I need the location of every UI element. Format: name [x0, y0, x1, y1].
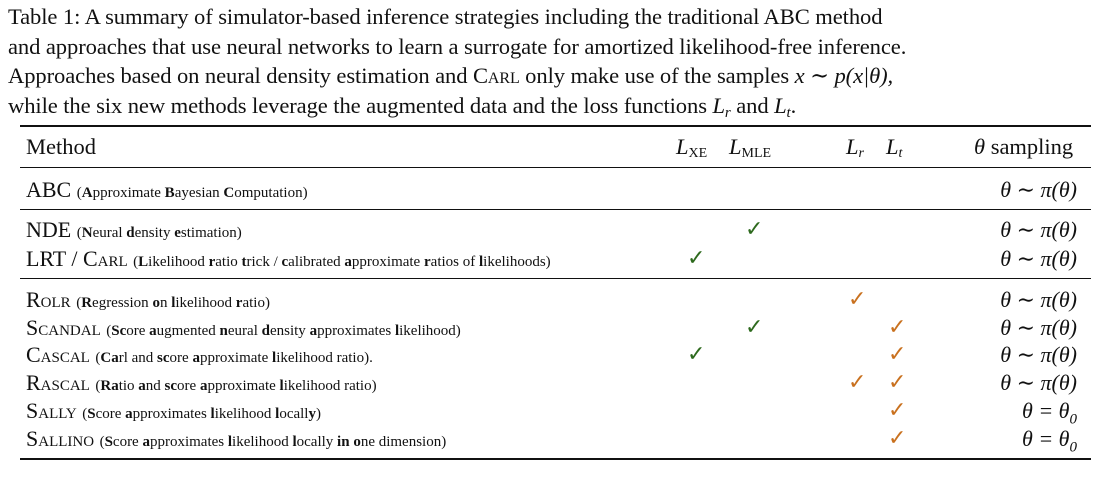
check-lt-icon: ✓ [888, 369, 907, 394]
method-name: Sally (Score approximates likelihood locally) [26, 398, 321, 423]
theta-sampling: $\theta = \theta_0$ [1022, 398, 1077, 428]
header-method: Method [26, 134, 96, 159]
caption-line-4: while the six new methods leverage the augmented data and the loss functions $L_r$ and $L_t$. [8, 92, 797, 121]
table-row-lrt-carl [20, 246, 1091, 274]
header-rule [20, 167, 1091, 168]
header-lmle: $L_{MLE}$ [729, 134, 772, 161]
caption-line-2: and approaches that use neural networks to learn a surrogate for amortized likelihood-free inference. [8, 33, 907, 59]
method-description: (Score approximates likelihood locally in one dimension) [99, 434, 447, 450]
check-lmle-icon: ✓ [745, 314, 764, 339]
check-lmle-icon: ✓ [745, 216, 764, 241]
theta-sampling: θ ∼ π(θ) [1000, 287, 1077, 312]
table-row-abc [20, 177, 1091, 205]
method-description: (Score augmented neural density approximates likelihood) [106, 323, 461, 339]
check-lr-icon: ✓ [848, 369, 867, 394]
method-description: (Likelihood ratio trick / calibrated approximate ratios of likelihoods) [133, 254, 551, 270]
table-top-rule [20, 125, 1091, 127]
table-row-nde [20, 217, 1091, 245]
check-lt-icon: ✓ [888, 341, 907, 366]
table-row-cascal [20, 342, 1091, 370]
theta-sampling: θ ∼ π(θ) [1000, 246, 1077, 271]
method-name: Rolr (Regression on likelihood ratio) [26, 287, 270, 312]
method-name: Sallino (Score approximates likelihood locally in one dimension) [26, 426, 447, 451]
check-lt-icon: ✓ [888, 425, 907, 450]
table-row-rolr [20, 287, 1091, 315]
theta-sampling: θ ∼ π(θ) [1000, 177, 1077, 202]
method-name: Scandal (Score augmented neural density approximates likelihood) [26, 315, 461, 340]
group-rule-2 [20, 278, 1091, 279]
method-description: (Ratio and score approximate likelihood ratio) [95, 378, 377, 394]
group-rule-1 [20, 209, 1091, 210]
header-lt: $L_t$ [886, 134, 903, 161]
table-bottom-rule [20, 458, 1091, 460]
check-lxe-icon: ✓ [687, 245, 706, 270]
header-theta-sampling: θ sampling [974, 134, 1074, 159]
theta-sampling: θ ∼ π(θ) [1000, 342, 1077, 367]
method-description: (Neural density estimation) [76, 225, 242, 241]
theta-sampling: θ ∼ π(θ) [1000, 315, 1077, 340]
method-description: (Carl and score approximate likelihood ratio). [95, 350, 373, 366]
check-lr-icon: ✓ [848, 286, 867, 311]
method-name: ABC (Approximate Bayesian Computation) [26, 177, 308, 202]
table-row-sally [20, 398, 1091, 426]
method-name: LRT / Carl (Likelihood ratio trick / calibrated approximate ratios of likelihoods) [26, 246, 551, 271]
check-lt-icon: ✓ [888, 314, 907, 339]
theta-sampling: $\theta = \theta_0$ [1022, 426, 1077, 456]
table-row-sallino [20, 426, 1091, 454]
caption-line-1: Table 1: A summary of simulator-based inference strategies including the traditional ABC method [8, 4, 883, 29]
check-lxe-icon: ✓ [687, 341, 706, 366]
method-description: (Approximate Bayesian Computation) [76, 185, 308, 201]
check-lt-icon: ✓ [888, 397, 907, 422]
theta-sampling: θ ∼ π(θ) [1000, 370, 1077, 395]
method-description: (Regression on likelihood ratio) [76, 295, 270, 311]
method-name: Cascal (Carl and score approximate likelihood ratio). [26, 342, 373, 367]
header-lxe: $L_{XE}$ [676, 134, 708, 161]
header-lr: $L_r$ [846, 134, 864, 161]
method-name: Rascal (Ratio and score approximate likelihood ratio) [26, 370, 377, 395]
theta-sampling: θ ∼ π(θ) [1000, 217, 1077, 242]
table-row-rascal [20, 370, 1091, 398]
method-name: NDE (Neural density estimation) [26, 217, 242, 242]
table-row-scandal [20, 315, 1091, 343]
method-description: (Score approximates likelihood locally) [82, 406, 321, 422]
table-caption [8, 2, 1114, 120]
caption-line-3: Approaches based on neural density estimation and Carl only make use of the samples x ∼ p(x|θ), [8, 63, 894, 88]
